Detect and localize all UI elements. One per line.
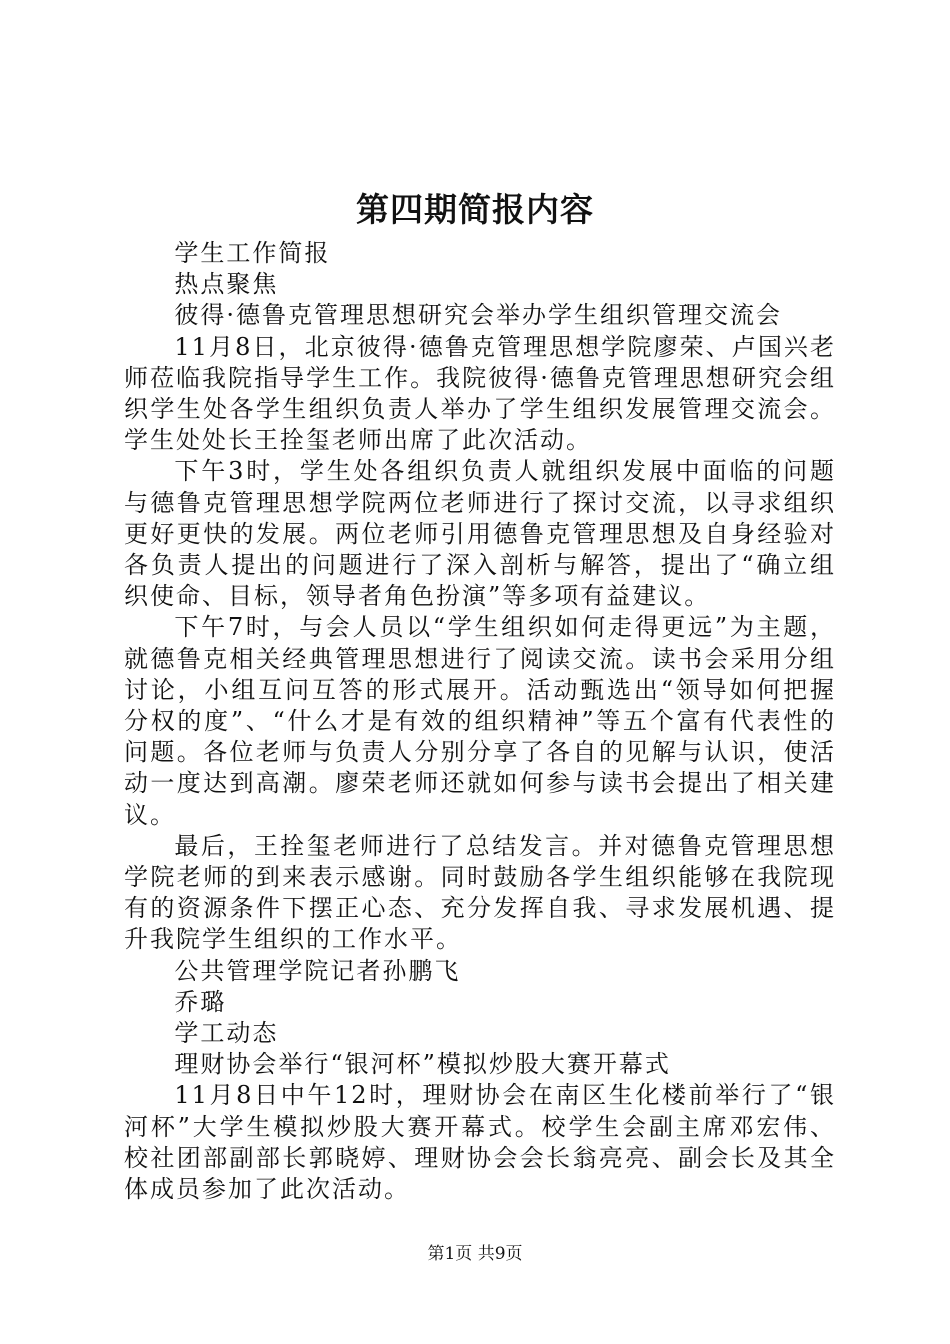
body-paragraph: 11月8日中午12时，理财协会在南区生化楼前举行了“银河杯”大学生模拟炒股大赛开幕式。校学生会副主席邓宏伟、校社团部副部长郭晓婷、理财协会会长翁亮亮、副会长及其全体成员参加了此次活动。 [124, 1081, 836, 1204]
document-body [124, 238, 836, 1205]
article-headline: 理财协会举行“银河杯”模拟炒股大赛开幕式 [174, 1050, 671, 1079]
page-footer: 第1页 共9页 [427, 1244, 523, 1264]
reporter-credit: 乔璐 [174, 987, 227, 1016]
body-paragraph: 下午3时，学生处各组织负责人就组织发展中面临的问题与德鲁克管理思想学院两位老师进行了探讨交流，以寻求组织更好更快的发展。两位老师引用德鲁克管理思想及自身经验对各负责人提出的问题进行了深入剖析与解答，提出了“确立组织使命、目标，领导者角色扮演”等多项有益建议。 [124, 457, 836, 611]
section-label: 学生工作简报 [174, 239, 331, 267]
body-paragraph: 11月8日，北京彼得·德鲁克管理思想学院廖荣、卢国兴老师莅临我院指导学生工作。我院彼得·德鲁克管理思想研究会组织学生处各学生组织负责人举办了学生组织发展管理交流会。学生处处长王拴玺老师出席了此次活动。 [124, 332, 836, 455]
document-title: 第四期简报内容 [356, 190, 594, 229]
body-paragraph: 下午7时，与会人员以“学生组织如何走得更远”为主题，就德鲁克相关经典管理思想进行了阅读交流。读书会采用分组讨论，小组互问互答的形式展开。活动甄选出“领导如何把握分权的度”、“什么才是有效的组织精神”等五个富有代表性的问题。各位老师与负责人分别分享了各自的见解与认识，使活动一度达到高潮。廖荣老师还就如何参与读书会提出了相关建议。 [124, 613, 836, 829]
reporter-credit: 公共管理学院记者孙鹏飞 [174, 956, 461, 985]
section-heading: 学工动态 [174, 1019, 279, 1048]
body-paragraph: 最后，王拴玺老师进行了总结发言。并对德鲁克管理思想学院老师的到来表示感谢。同时鼓励各学生组织能够在我院现有的资源条件下摆正心态、充分发挥自我、寻求发展机遇、提升我院学生组织的工作水平。 [124, 831, 836, 954]
section-heading: 热点聚焦 [174, 270, 279, 299]
article-headline: 彼得·德鲁克管理思想研究会举办学生组织管理交流会 [174, 301, 783, 330]
